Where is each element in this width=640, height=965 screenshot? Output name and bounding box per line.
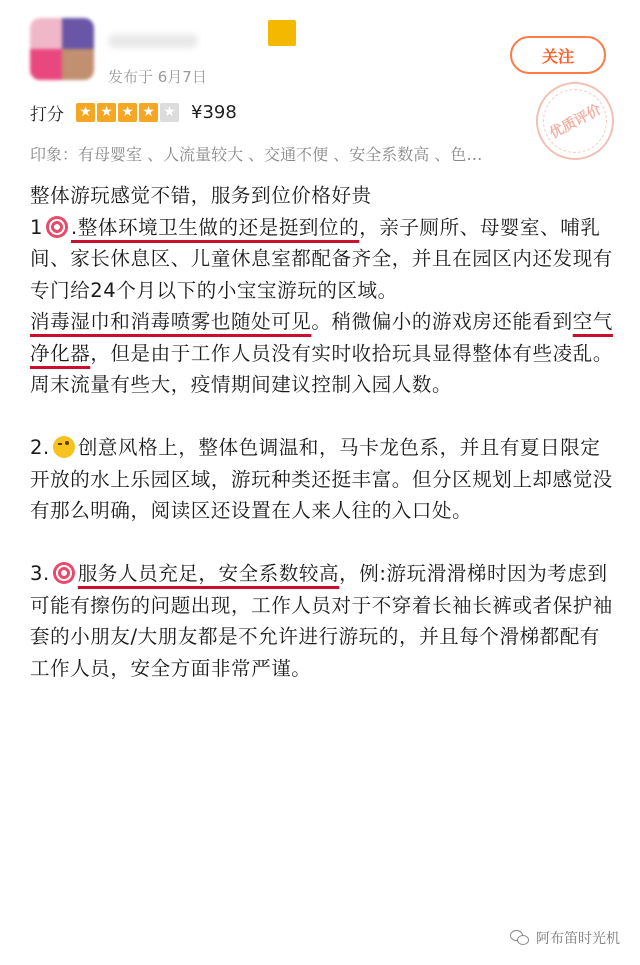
follow-button[interactable]: 关注: [510, 36, 606, 74]
lollipop-icon: [53, 562, 75, 584]
avatar[interactable]: [30, 18, 94, 80]
review-title: 整体游玩感觉不错，服务到位价格好贵: [30, 184, 372, 207]
watermark-text: 阿布笛时光机: [536, 931, 620, 947]
level-badge-icon: [268, 20, 296, 46]
rating-row: [30, 100, 237, 124]
star-icon: ★: [118, 103, 137, 122]
lollipop-icon: [46, 216, 68, 238]
highlight-underline: 空气净化器: [30, 310, 613, 365]
review-paragraph-3: 3. 服务人员充足，安全系数较高，例:游玩滑滑梯时因为考虑到可能有擦伤的问题出现，工作人员对于不穿着长袖长裤或者保护袖套的小朋友/大朋友都是不允许进行游玩的，并且每个滑梯都配有工作人员，安全方面非常严谨。: [30, 562, 613, 680]
review-body: [30, 180, 620, 684]
wechat-icon: [510, 930, 530, 946]
rating-stars: [76, 103, 181, 122]
star-icon: ★: [97, 103, 116, 122]
watermark: [510, 928, 620, 948]
wink-emoji-icon: [53, 436, 75, 458]
highlight-underline: 消毒湿巾和消毒喷雾也随处可见: [30, 310, 312, 333]
review-paragraph-1b: 消毒湿巾和消毒喷雾也随处可见。稍微偏小的游戏房还能看到空气净化器，但是由于工作人员没有实时收拾玩具显得整体有些凌乱。: [30, 310, 613, 365]
username-blurred[interactable]: [108, 34, 198, 48]
review-paragraph-1c: 周末流量有些大，疫情期间建议控制入园人数。: [30, 373, 453, 396]
stamp-label: 优质评价: [546, 101, 604, 143]
review-paragraph-2: 2. 创意风格上，整体色调温和，马卡龙色系，并且有夏日限定开放的水上乐园区域，游玩种类还挺丰富。但分区规划上却感觉没有那么明确，阅读区还设置在人来人往的入口处。: [30, 436, 613, 522]
highlight-underline: 服务人员充足，安全系数较高: [77, 562, 340, 585]
post-date: 发布于 6月7日: [108, 68, 207, 86]
star-icon: ★: [76, 103, 95, 122]
review-paragraph-1: 1 .整体环境卫生做的还是挺到位的，亲子厕所、母婴室、哺乳间、家长休息区、儿童休息室都配备齐全，并且在园区内还发现有专门给24个月以下的小宝宝游玩的区域。: [30, 215, 613, 302]
price: ¥398: [191, 101, 237, 123]
star-icon: ★: [139, 103, 158, 122]
star-empty-icon: ★: [160, 103, 179, 122]
highlight-underline: .整体环境卫生做的还是挺到位的: [71, 215, 360, 239]
rating-label: 打分: [30, 104, 64, 125]
impressions-tags[interactable]: 印象：有母婴室 、人流量较大 、交通不便 、安全系数高 、色…: [30, 145, 483, 164]
